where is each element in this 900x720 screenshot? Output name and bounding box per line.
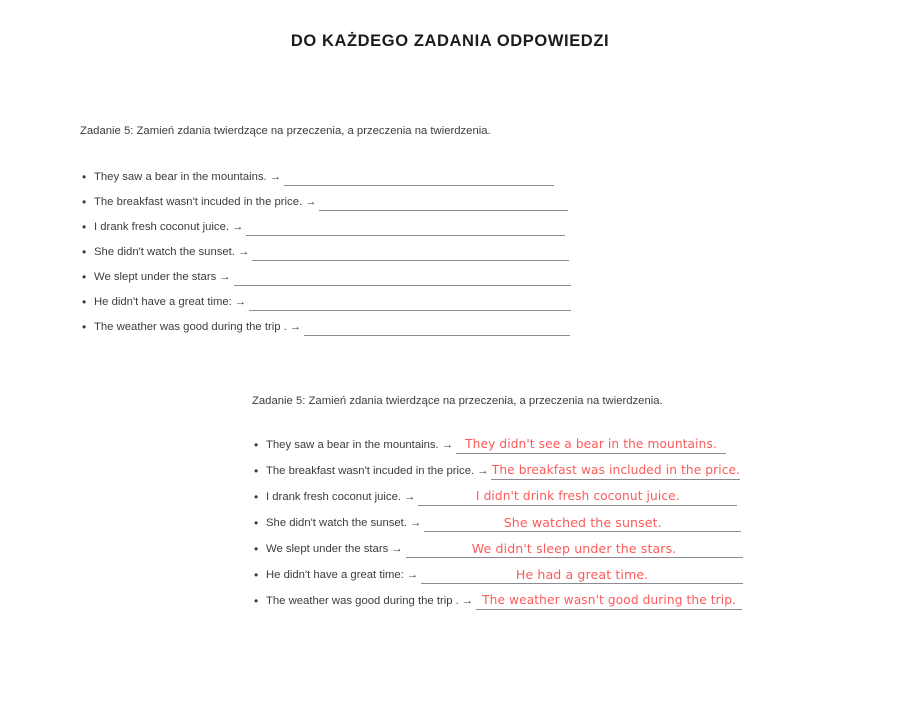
- handwritten-answer-text: The weather wasn't good during the trip.: [482, 593, 737, 607]
- task-prompt-text: The breakfast wasn't incuded in the price.: [266, 465, 475, 477]
- exercise-answer-set: [252, 393, 743, 619]
- right-arrow-icon: →: [269, 171, 281, 183]
- right-arrow-icon: →: [219, 271, 231, 283]
- answer-blank-line[interactable]: [249, 294, 571, 311]
- task-prompt-text: The weather was good during the trip .: [94, 321, 287, 333]
- task-item: [252, 567, 743, 593]
- right-arrow-icon: →: [232, 221, 244, 233]
- answer-blank-line[interactable]: [284, 169, 554, 186]
- answer-blank-line[interactable]: [476, 593, 742, 610]
- answer-blank-line[interactable]: [304, 319, 570, 336]
- right-arrow-icon: →: [391, 543, 403, 555]
- task-prompt-text: He didn't have a great time:: [266, 569, 404, 581]
- task-item: [80, 194, 571, 219]
- bullet-icon: •: [254, 568, 259, 582]
- handwritten-answer-text: They didn't see a bear in the mountains.: [465, 437, 717, 451]
- bullet-icon: •: [82, 295, 87, 309]
- handwritten-answer-text: The breakfast was included in the price.: [491, 463, 741, 477]
- task-prompt-text: We slept under the stars: [266, 543, 389, 555]
- right-arrow-icon: →: [441, 439, 453, 451]
- bullet-icon: •: [254, 438, 259, 452]
- page-title: DO KAŻDEGO ZADANIA ODPOWIEDZI: [290, 32, 610, 50]
- handwritten-answer-text: She watched the sunset.: [503, 515, 662, 530]
- bullet-icon: •: [82, 320, 87, 334]
- task-prompt-text: She didn't watch the sunset.: [94, 246, 235, 258]
- task-item: [80, 294, 571, 319]
- answer-blank-line[interactable]: [246, 219, 565, 236]
- task-item: [252, 593, 743, 619]
- task-item: [252, 515, 743, 541]
- task-item: [80, 219, 571, 244]
- task-prompt-text: I drank fresh coconut juice.: [94, 221, 230, 233]
- handwritten-answer-text: He had a great time.: [515, 567, 649, 582]
- right-arrow-icon: →: [305, 196, 317, 208]
- task-prompt-text: They saw a bear in the mountains.: [94, 171, 267, 183]
- task-item: [252, 437, 743, 463]
- right-arrow-icon: →: [409, 517, 422, 529]
- bullet-icon: •: [254, 490, 259, 504]
- answer-blank-line[interactable]: [421, 567, 743, 584]
- task-item: [80, 244, 571, 269]
- task-prompt-text: The breakfast wasn't incuded in the price.: [94, 196, 303, 208]
- task-item: [80, 169, 571, 194]
- answer-blank-line[interactable]: [252, 244, 569, 261]
- handwritten-answer-text: I didn't drink fresh coconut juice.: [475, 489, 680, 503]
- task-prompt-text: I drank fresh coconut juice.: [266, 491, 402, 503]
- bullet-icon: •: [82, 220, 87, 234]
- answer-blank-line[interactable]: [456, 437, 726, 454]
- answer-blank-line[interactable]: [406, 541, 743, 558]
- right-arrow-icon: →: [461, 595, 474, 607]
- handwritten-answer-text: We didn't sleep under the stars.: [471, 541, 677, 556]
- task-item: [252, 541, 743, 567]
- answer-blank-line[interactable]: [319, 194, 568, 211]
- task-item: [80, 269, 571, 294]
- bullet-icon: •: [82, 245, 87, 259]
- task-list: [252, 437, 743, 619]
- answer-blank-line[interactable]: [234, 269, 571, 286]
- bullet-icon: •: [254, 542, 259, 556]
- bullet-icon: •: [254, 594, 259, 608]
- bullet-icon: •: [82, 170, 87, 184]
- task-prompt-text: She didn't watch the sunset.: [266, 517, 407, 529]
- task-prompt-text: He didn't have a great time:: [94, 296, 232, 308]
- right-arrow-icon: →: [289, 321, 302, 333]
- answer-blank-line[interactable]: [491, 463, 740, 480]
- task-heading: Zadanie 5: Zamień zdania twierdzące na przeczenia, a przeczenia na twierdzenia.: [80, 125, 491, 137]
- task-heading: Zadanie 5: Zamień zdania twierdzące na przeczenia, a przeczenia na twierdzenia.: [252, 395, 663, 407]
- task-list: [80, 169, 571, 344]
- exercise-blank-set: [80, 123, 571, 344]
- right-arrow-icon: →: [234, 296, 247, 308]
- task-prompt-text: We slept under the stars: [94, 271, 217, 283]
- task-prompt-text: The weather was good during the trip .: [266, 595, 459, 607]
- right-arrow-icon: →: [404, 491, 416, 503]
- answer-blank-line[interactable]: [418, 489, 737, 506]
- bullet-icon: •: [254, 516, 259, 530]
- bullet-icon: •: [82, 270, 87, 284]
- answer-blank-line[interactable]: [424, 515, 741, 532]
- task-item: [252, 463, 743, 489]
- bullet-icon: •: [254, 464, 259, 478]
- right-arrow-icon: →: [477, 465, 489, 477]
- task-prompt-text: They saw a bear in the mountains.: [266, 439, 439, 451]
- right-arrow-icon: →: [237, 246, 250, 258]
- bullet-icon: •: [82, 195, 87, 209]
- task-item: [80, 319, 571, 344]
- task-item: [252, 489, 743, 515]
- right-arrow-icon: →: [406, 569, 419, 581]
